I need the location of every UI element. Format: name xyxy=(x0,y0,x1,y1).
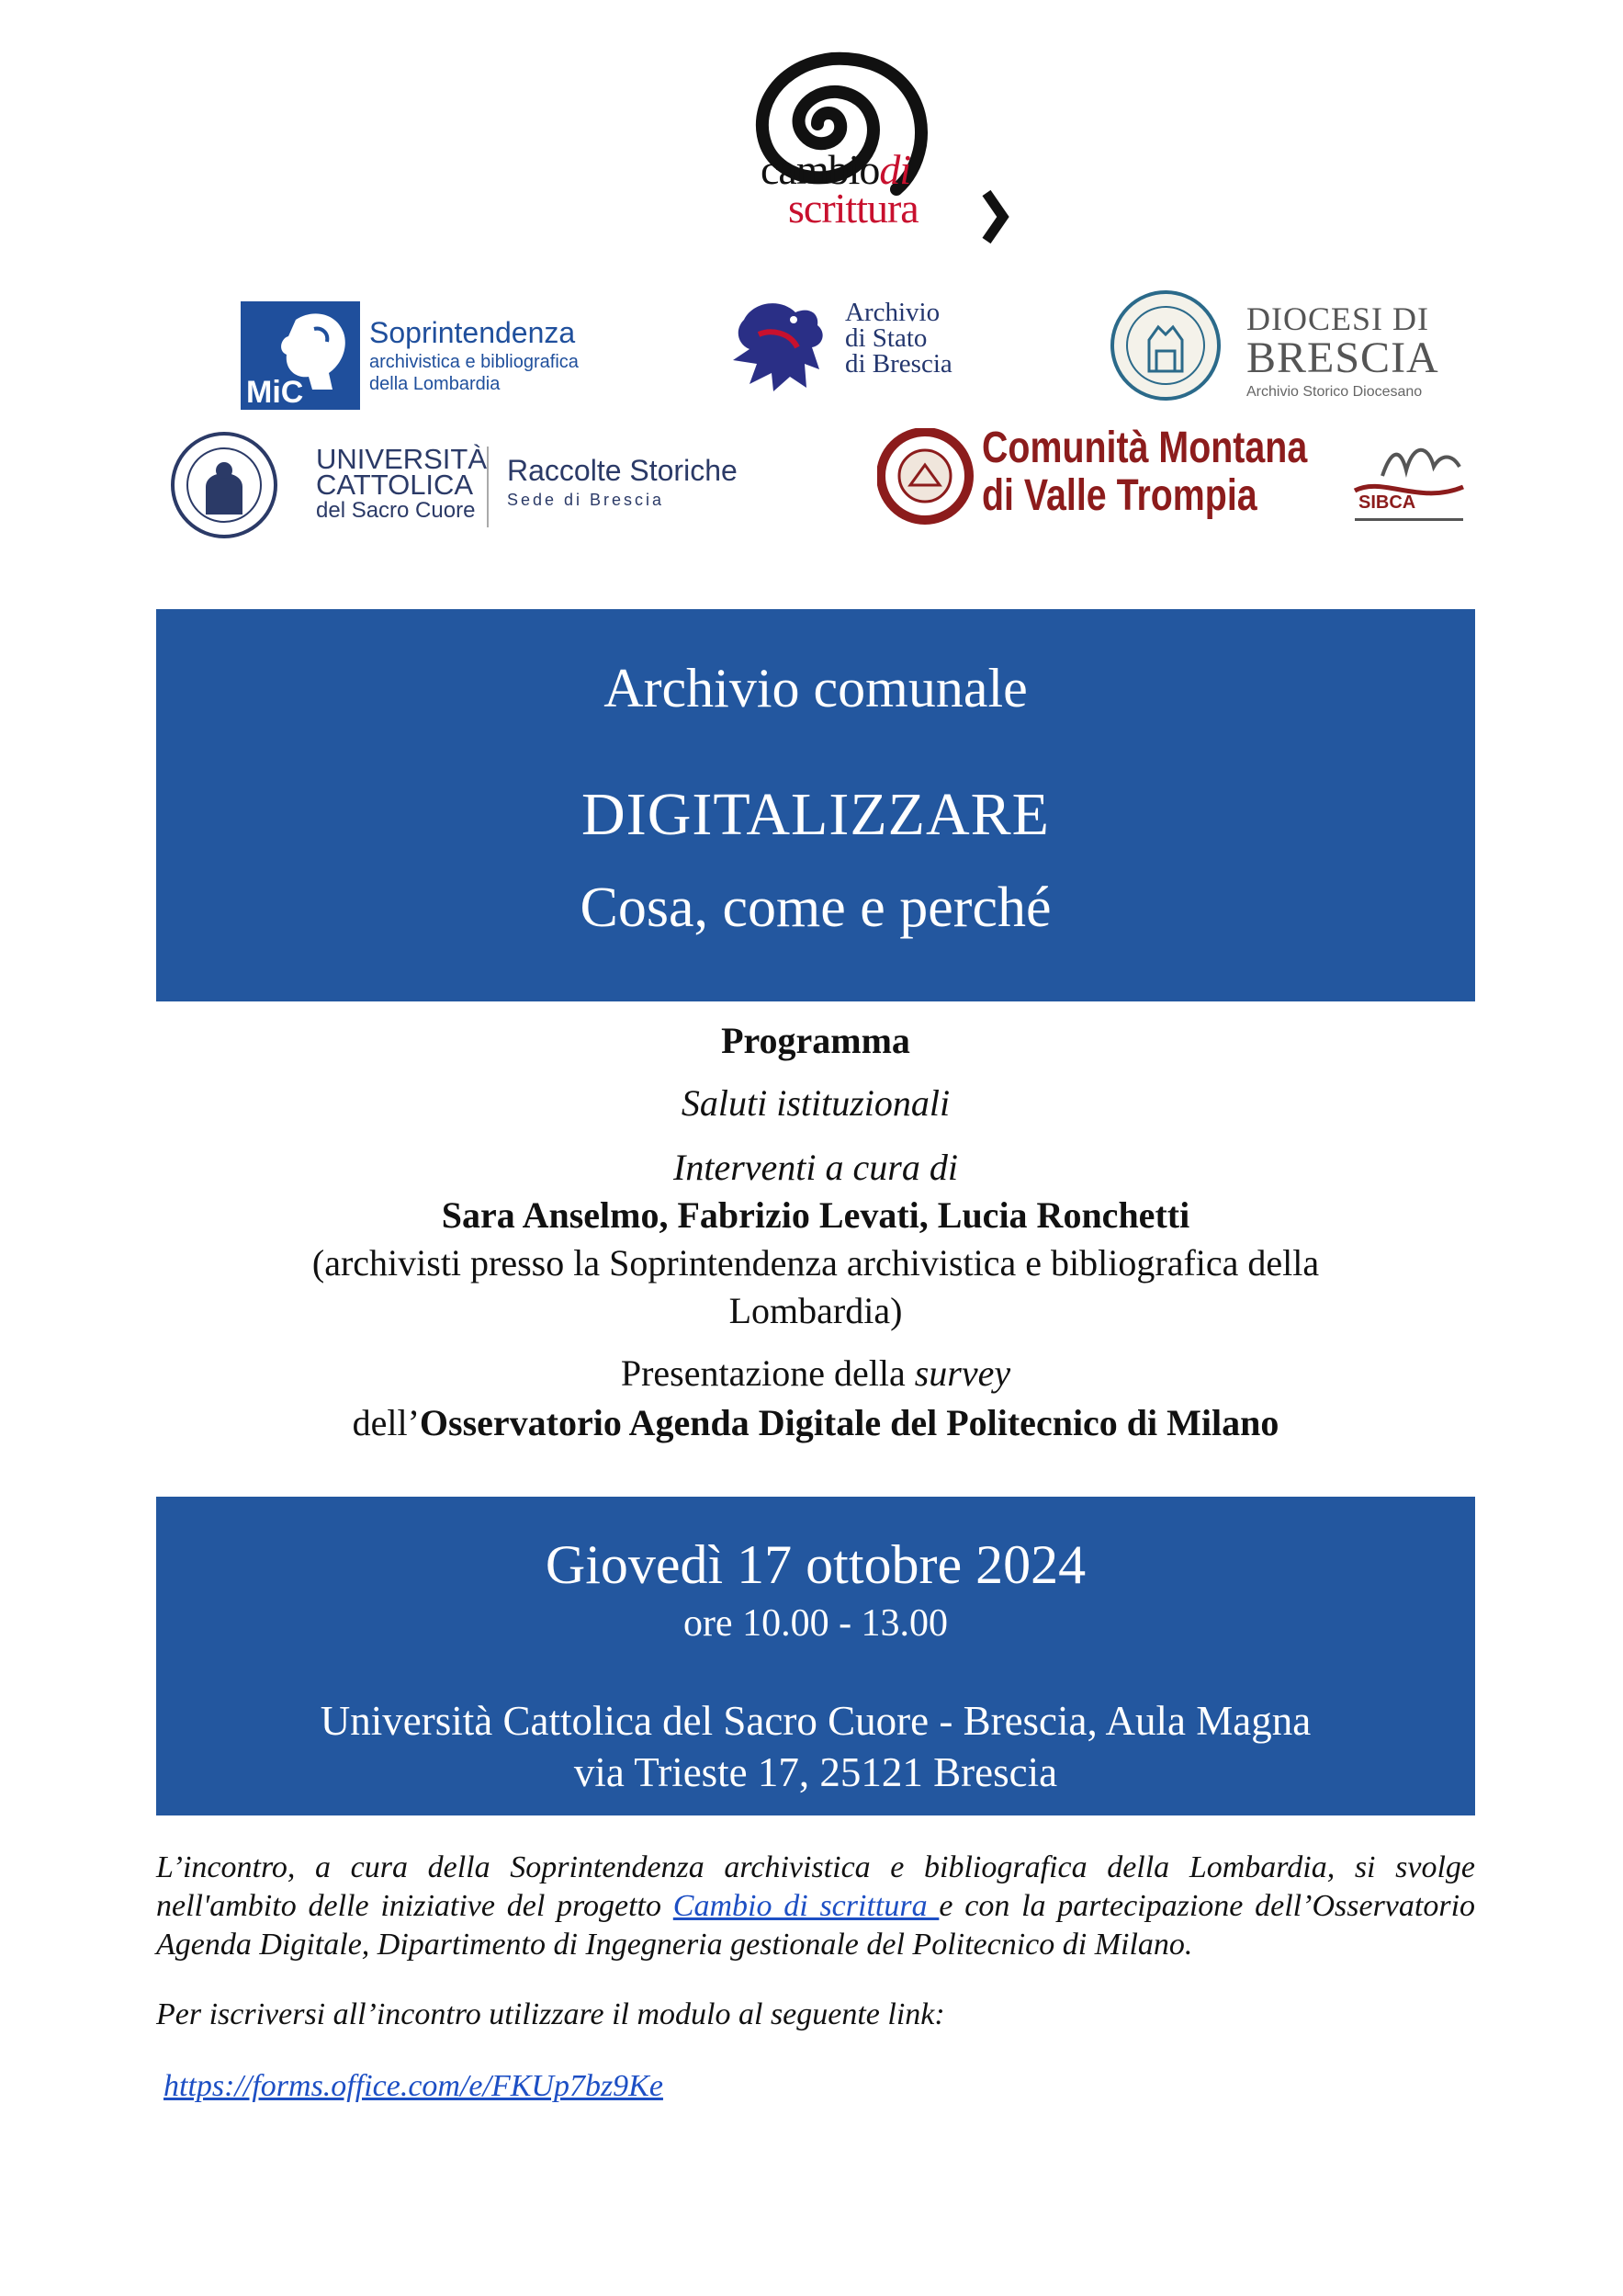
mountains-icon xyxy=(1346,439,1470,531)
program-speakers-role-2: Lombardia) xyxy=(728,1290,903,1331)
note-paragraph: L’incontro, a cura della Soprintendenza archivistica e bibliografica della Lombardia, si svolge nell'ambito delle iniziative del progetto Cambio di scrittura e con la partecipazione dell’Osservatorio Agenda Digitale, Dipartimento di Ingegneria gestionale del Politecnico di Milano. xyxy=(156,1850,1476,1962)
lion-icon xyxy=(716,292,836,402)
soprintendenza-title: Soprintendenza xyxy=(369,316,576,349)
mic-label: MiC xyxy=(246,375,304,410)
title-line-subtitle: Cosa, come e perché xyxy=(580,877,1052,939)
signup-instructions: Per iscriversi all’incontro utilizzare il modulo al seguente link: xyxy=(156,1997,945,2031)
comunita-seal-icon xyxy=(877,428,978,529)
cambio-di-scrittura-link[interactable]: Cambio di scrittura xyxy=(672,1889,940,1923)
raccolte-storiche: Raccolte Storiche xyxy=(507,454,738,487)
diocesi-logo xyxy=(1107,287,1474,406)
logo-word-cambio: cambiodi xyxy=(761,146,911,193)
program-talks-intro: Interventi a cura di xyxy=(673,1147,958,1188)
title-line-digitalizzare: DIGITALIZZARE xyxy=(581,781,1050,848)
signup-form-link[interactable]: https://forms.office.com/e/FKUp7bz9Ke xyxy=(163,2069,663,2103)
cattolica-divider xyxy=(487,447,489,527)
title-banner xyxy=(156,609,1475,1001)
comunita-text: Comunità Montana di Valle Trompia xyxy=(982,424,1308,520)
program-presentation: Presentazione della survey xyxy=(620,1352,1011,1394)
program-heading: Programma xyxy=(721,1020,910,1061)
archivio-stato-text: Archivio di Stato di Brescia xyxy=(845,298,952,379)
diocesi-seal-icon xyxy=(1107,287,1226,406)
logo-word-scrittura: scrittura xyxy=(788,185,919,232)
cambio-di-scrittura-logo xyxy=(680,37,1029,248)
sede-brescia: Sede di Brescia xyxy=(507,491,665,509)
date-banner xyxy=(156,1497,1475,1815)
sibca-label: SIBCA xyxy=(1358,492,1416,513)
program-greetings: Saluti istituzionali xyxy=(681,1082,951,1124)
diocesi-line3: Archivio Storico Diocesano xyxy=(1246,384,1423,400)
sibca-logo xyxy=(1346,439,1470,531)
program-speakers-role-1: (archivisti presso la Soprintendenza archivistica e bibliografica della xyxy=(311,1242,1320,1284)
event-time: ore 10.00 - 13.00 xyxy=(682,1602,949,1645)
program-observatory: dell’Osservatorio Agenda Digitale del Politecnico di Milano xyxy=(352,1402,1279,1443)
program-speakers: Sara Anselmo, Fabrizio Levati, Lucia Ronchetti xyxy=(441,1194,1190,1236)
cattolica-name: UNIVERSITÀ CATTOLICA del Sacro Cuore xyxy=(316,443,488,523)
cattolica-seal-icon xyxy=(165,430,285,540)
event-address: via Trieste 17, 25121 Brescia xyxy=(573,1749,1058,1795)
event-date: Giovedì 17 ottobre 2024 xyxy=(545,1534,1087,1595)
diocesi-line2: BRESCIA xyxy=(1246,334,1439,382)
comunita-montana-logo xyxy=(877,424,1327,535)
archivio-stato-logo xyxy=(716,292,1010,402)
soprintendenza-logo xyxy=(241,301,608,410)
event-venue: Università Cattolica del Sacro Cuore - Brescia, Aula Magna xyxy=(320,1698,1312,1744)
diocesi-line1: DIOCESI DI xyxy=(1246,300,1429,337)
cattolica-logo xyxy=(165,430,772,540)
mic-mark xyxy=(241,301,360,410)
soprintendenza-subtitle: archivistica e bibliografica della Lombardia xyxy=(369,352,579,394)
title-line-archivio: Archivio comunale xyxy=(603,658,1028,718)
